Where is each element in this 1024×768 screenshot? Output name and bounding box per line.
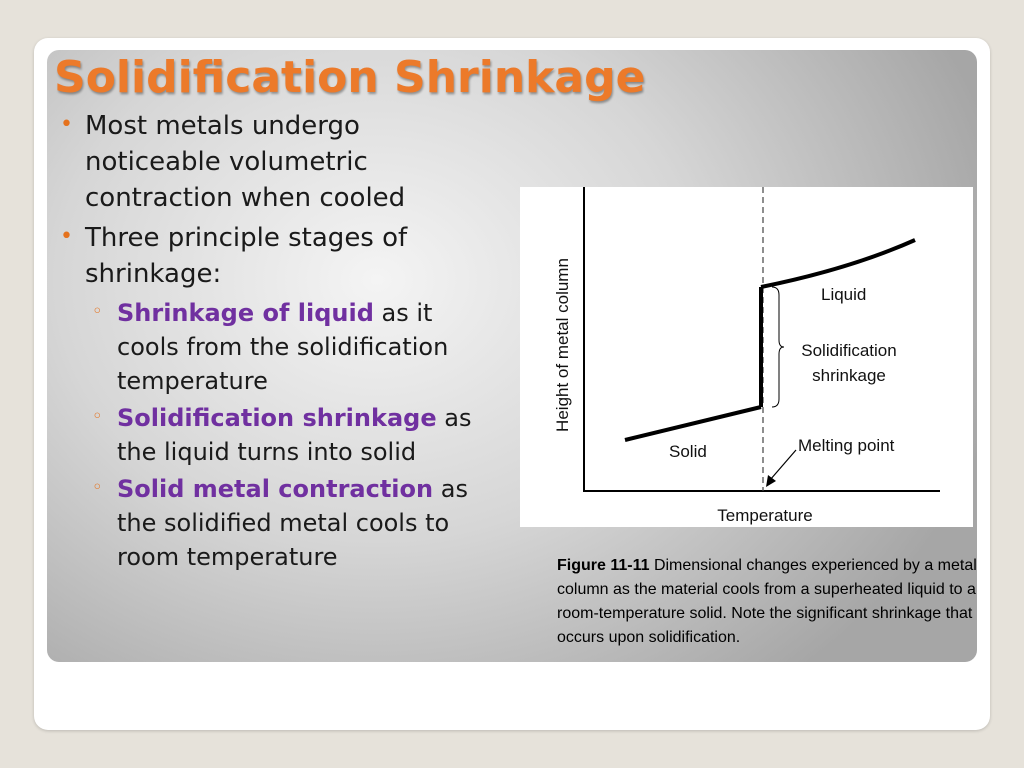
solid-curve <box>625 407 761 440</box>
x-axis-label: Temperature <box>717 506 813 525</box>
ring-bullet-icon: ◦ <box>92 301 103 322</box>
arrow-head-icon <box>766 475 776 487</box>
solid-label: Solid <box>669 442 707 461</box>
bullet-text: Three principle stages of shrinkage: <box>85 223 408 289</box>
liquid-label: Liquid <box>821 285 867 304</box>
slide-title: Solidification Shrinkage <box>54 52 646 103</box>
ring-bullet-icon: ◦ <box>92 406 103 427</box>
brace-icon <box>772 287 784 407</box>
shrinkage-diagram <box>520 187 973 527</box>
caption-text: Dimensional changes experienced by a metal column as the material cools from a superheated liquid to a room-temperature solid. Note the significant shrinkage that occurs upon solidification. <box>557 557 977 646</box>
melting-point-label: Melting point <box>798 436 895 455</box>
bullet-item <box>56 108 496 216</box>
bullet-text: Most metals undergo noticeable volumetric contraction when cooled <box>85 111 406 213</box>
sub-bullet-emphasis: Solid metal contraction <box>117 475 434 503</box>
bullet-item <box>56 220 496 292</box>
liquid-curve <box>761 240 915 287</box>
y-axis-label: Height of metal column <box>553 258 572 432</box>
ring-bullet-icon: ◦ <box>92 477 103 498</box>
shrinkage-figure <box>520 187 973 527</box>
bullet-icon: • <box>60 224 73 249</box>
sub-bullet-text: as the solidified metal cools to room temperature <box>117 475 468 571</box>
caption-label: Figure 11-11 <box>557 557 650 574</box>
sub-bullet-item <box>56 401 496 469</box>
sub-bullet-emphasis: Shrinkage of liquid <box>117 299 374 327</box>
solidification-label-line2: shrinkage <box>812 366 886 385</box>
bullet-list <box>56 108 496 577</box>
sub-bullet-text: as the liquid turns into solid <box>117 404 472 466</box>
sub-bullet-emphasis: Solidification shrinkage <box>117 404 437 432</box>
arrow-line <box>770 450 796 480</box>
figure-caption <box>557 554 977 650</box>
sub-bullet-item <box>56 472 496 574</box>
bullet-icon: • <box>60 112 73 137</box>
sub-bullet-item <box>56 296 496 398</box>
sub-bullet-text: as it cools from the solidification temperature <box>117 299 449 395</box>
sub-bullet-list <box>56 296 496 574</box>
solidification-label-line1: Solidification <box>801 341 897 360</box>
